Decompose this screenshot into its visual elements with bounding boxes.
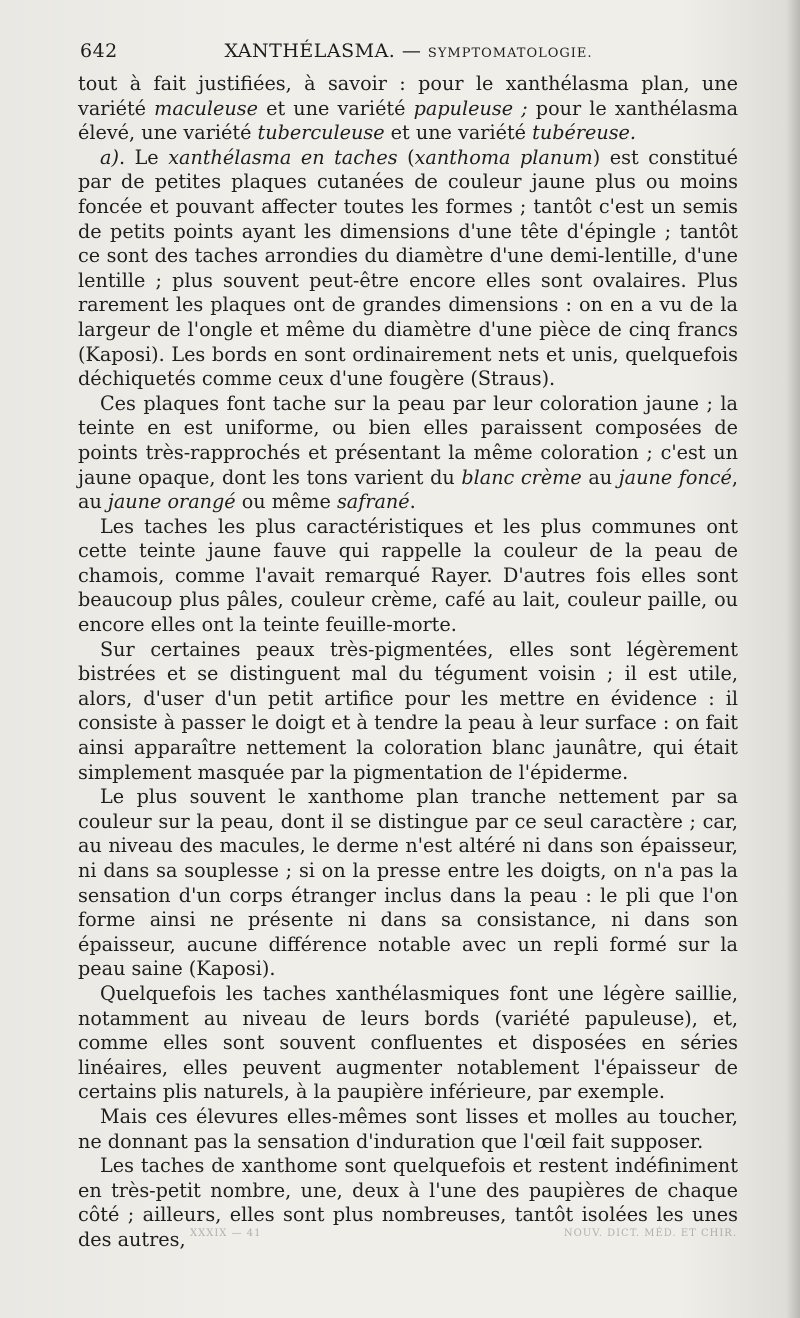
italic-run: papuleuse ; — [413, 96, 528, 120]
italic-run: a) — [100, 145, 119, 169]
text-run: ) est constitué par de petites plaques cutanées de couleur jaune plus ou moins foncée et pouvant affecter toutes les formes ; tantôt c'est un semis de petits points ayant les dimensions d'une tête d'épingle ; tantôt ce sont des taches arrondies du diamètre d'une demi-lentille, d'une lentille ; plus souvent peut-être encore elles sont ovalaires. Plus rarement les plaques ont de grandes dimensions : on en a vu de la largeur de l'ongle et même du diamètre d'une pièce de cinq francs (Kaposi). Les bords en sont ordinairement nets et unis, quelquefois déchiquetés comme ceux d'une fougère (Straus). — [78, 145, 739, 391]
text-run: pour le xanthélasma élevé, une variété — [78, 96, 739, 145]
running-title-main: XANTHÉLASMA. — — [224, 40, 428, 62]
text-run: Mais ces élevures elles-mêmes sont lisses et molles au toucher, ne donnant pas la sensation d'induration que l'œil fait supposer. — [78, 1104, 738, 1153]
text-run: Quelquefois les taches xanthélasmiques font une légère saillie, notamment au niveau de leurs bords (variété papuleuse), et, comme elles sont souvent confluentes et disposées en séries linéaires, elles peuvent augmenter notablement l'épaisseur de certains plis naturels, à la paupière inférieure, par exemple. — [78, 981, 738, 1104]
italic-run: xanthélasma en taches — [168, 145, 398, 169]
italic-run: jaune foncé — [618, 465, 732, 489]
text-run: ( — [397, 145, 415, 169]
text-run: Les taches de xanthome sont quelquefois et restent indéfiniment en très-petit nombre, une, deux à l'une des paupières de chaque côté ; ailleurs, elles sont plus nombreuses, tantôt isolées les unes des autres, — [78, 1154, 738, 1251]
paragraph — [78, 785, 738, 982]
paragraph — [78, 72, 738, 146]
page-edge-shadow — [786, 0, 800, 1318]
paragraph — [78, 146, 738, 392]
signature-mark: XXXIX — 41 — [190, 1228, 262, 1239]
imprint-line: NOUV. DICT. MÉD. ET CHIR. — [563, 1228, 737, 1239]
running-title-section: SYMPTOMATOLOGIE. — [427, 46, 593, 61]
page-number: 642 — [80, 40, 118, 62]
body-text — [78, 72, 738, 1253]
italic-run: tubéreuse. — [532, 121, 637, 145]
text-run: . — [409, 490, 416, 514]
italic-run: tuberculeuse — [257, 121, 385, 145]
running-title — [80, 40, 737, 62]
running-header — [80, 40, 737, 70]
paragraph — [78, 1105, 738, 1154]
text-run: Les taches les plus caractéristiques et les plus communes ont cette teinte jaune fauve qui rappelle la couleur de la peau de chamois, comme l'avait remarqué Rayer. D'autres fois elles sont beaucoup plus pâles, couleur crème, café au lait, couleur paille, ou encore elles ont la teinte feuille-morte. — [78, 514, 738, 637]
text-run: Ces plaques font tache sur la peau par leur coloration jaune ; la teinte en est uniforme, ou bien elles paraissent composées de points très-rapprochés et présentant la même coloration ; c'est un jaune opaque, dont les tons varient du — [78, 391, 738, 489]
paragraph — [78, 638, 738, 786]
italic-run: xanthoma planum — [414, 145, 593, 169]
text-run: et une variété — [384, 121, 533, 145]
italic-run: safrané — [336, 490, 410, 514]
text-run: , au — [78, 465, 738, 514]
text-run: et une variété — [257, 96, 414, 120]
italic-run: maculeuse — [154, 96, 258, 120]
italic-run: blanc crème — [461, 465, 582, 489]
text-run: au — [581, 465, 619, 489]
paragraph — [78, 392, 738, 515]
text-run: Sur certaines peaux très-pigmentées, elles sont légèrement bistrées et se distinguent mal du tégument voisin ; il est utile, alors, d'user d'un petit artifice pour les mettre en évidence : il consiste à passer le doigt et à tendre la peau à leur surface : on fait ainsi apparaître nettement la coloration blanc jaunâtre, qui était simplement masquée par la pigmentation de l'épiderme. — [78, 637, 738, 784]
text-run: ou même — [235, 490, 337, 514]
page-footer — [80, 1228, 737, 1244]
text-run: Le plus souvent le xanthome plan tranche nettement par sa couleur sur la peau, dont il se distingue par ce seul caractère ; car, au niveau des macules, le derme n'est altéré ni dans son épaisseur, ni dans sa souplesse ; si on la presse entre les doigts, on n'a pas la sensation d'un corps étranger inclus dans la peau : le pli que l'on forme ainsi ne présente ni dans sa consistance, ni dans son épaisseur, aucune différence notable avec un repli formé sur la peau saine (Kaposi). — [78, 785, 738, 981]
italic-run: jaune orangé — [107, 490, 236, 514]
paragraph — [78, 982, 738, 1105]
text-run: . Le — [118, 145, 169, 169]
paragraph — [78, 515, 738, 638]
text-run: tout à fait justifiées, à savoir : pour le xanthélasma plan, une variété — [78, 72, 738, 120]
